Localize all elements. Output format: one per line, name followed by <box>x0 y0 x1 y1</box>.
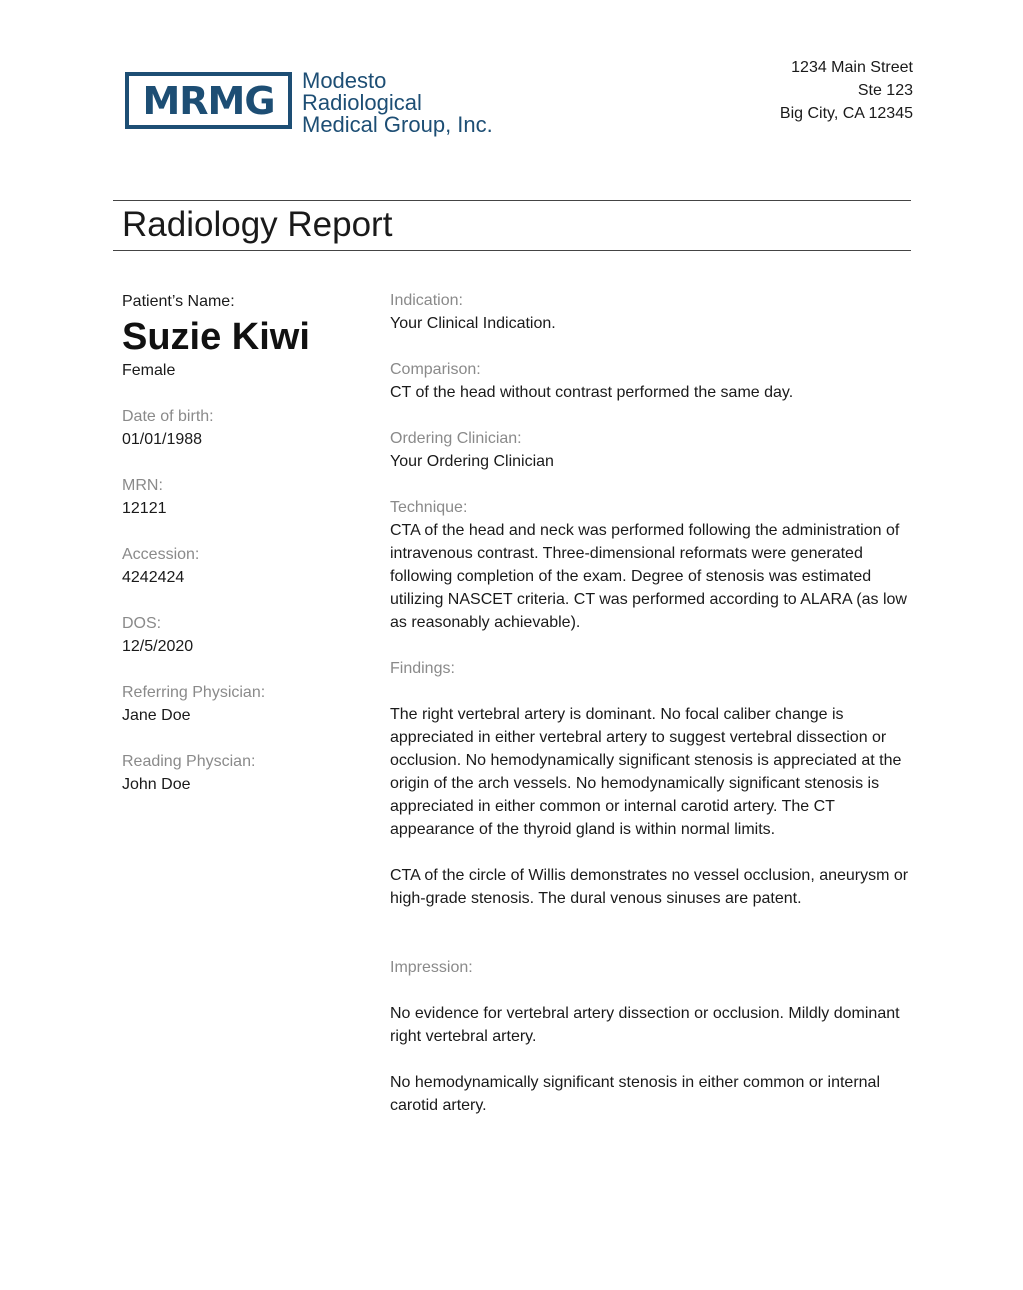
reading-physician-value: John Doe <box>122 776 191 793</box>
accession-value: 4242424 <box>122 569 185 586</box>
logo-name-line: Radiological <box>302 90 422 115</box>
dob-label: Date of birth: <box>122 408 214 425</box>
accession-label: Accession: <box>122 546 200 563</box>
mrn-value: 12121 <box>122 500 167 517</box>
address-line-1: 1234 Main Street <box>791 59 913 76</box>
findings-paragraph-1: The right vertebral artery is dominant. No focal caliber change is appreciated in either vertebral artery to suggest vertebral dissection or occlusion. No hemodynamically significant stenosis is appreciated at the origin of the arch vessels. No hemodynamically significant stenosis is appreciated in either common or internal carotid artery. The CT appearance of the thyroid gland is within normal limits. <box>390 706 902 838</box>
logo-company-name <box>302 70 493 136</box>
dob-value: 01/01/1988 <box>122 431 203 448</box>
ordering-clinician-text: Your Ordering Clinician <box>390 453 554 470</box>
indication-label: Indication: <box>390 292 463 309</box>
mrmg-logo <box>125 68 525 142</box>
page-title: Radiology Report <box>122 205 393 244</box>
address-block <box>780 56 913 125</box>
indication-text: Your Clinical Indication. <box>390 315 556 332</box>
findings-paragraph-2: CTA of the circle of Willis demonstrates no vessel occlusion, aneurysm or high-grade stenosis. The dural venous sinuses are patent. <box>390 867 909 907</box>
technique-label: Technique: <box>390 499 468 516</box>
address-line-2: Ste 123 <box>857 82 913 99</box>
address-line-3: Big City, CA 12345 <box>779 105 913 122</box>
logo-name-line: Modesto <box>302 68 387 93</box>
patient-info-column <box>122 290 362 796</box>
title-bottom-rule <box>113 250 911 251</box>
logo-name-line: Medical Group, Inc. <box>302 112 493 137</box>
technique-text: CTA of the head and neck was performed following the administration of intravenous contrast. Three-dimensional reformats were generated following completion of the exam. Degree of stenosis was estimated utilizing NASCET criteria. CT was performed according to ALARA (as low as reasonably achievable). <box>390 522 907 631</box>
reading-physician-label: Reading Physcian: <box>122 753 256 770</box>
patient-name: Suzie Kiwi <box>122 316 310 358</box>
logo-mark-box <box>125 72 292 129</box>
referring-physician-label: Referring Physician: <box>122 684 266 701</box>
referring-physician-value: Jane Doe <box>122 707 191 724</box>
ordering-clinician-label: Ordering Clinician: <box>390 430 522 447</box>
patient-name-label: Patient’s Name: <box>122 293 235 310</box>
logo-mark: MRMG <box>142 78 275 123</box>
report-body <box>390 289 915 1117</box>
dos-label: DOS: <box>122 615 162 632</box>
impression-label: Impression: <box>390 959 473 976</box>
title-top-rule <box>113 200 911 201</box>
patient-sex: Female <box>122 362 176 379</box>
findings-label: Findings: <box>390 660 455 677</box>
mrn-label: MRN: <box>122 477 163 494</box>
comparison-label: Comparison: <box>390 361 481 378</box>
impression-paragraph-2: No hemodynamically significant stenosis in either common or internal carotid artery. <box>390 1074 880 1114</box>
impression-paragraph-1: No evidence for vertebral artery dissection or occlusion. Mildly dominant right vertebral artery. <box>390 1005 900 1045</box>
dos-value: 12/5/2020 <box>122 638 194 655</box>
comparison-text: CT of the head without contrast performed the same day. <box>390 384 794 401</box>
